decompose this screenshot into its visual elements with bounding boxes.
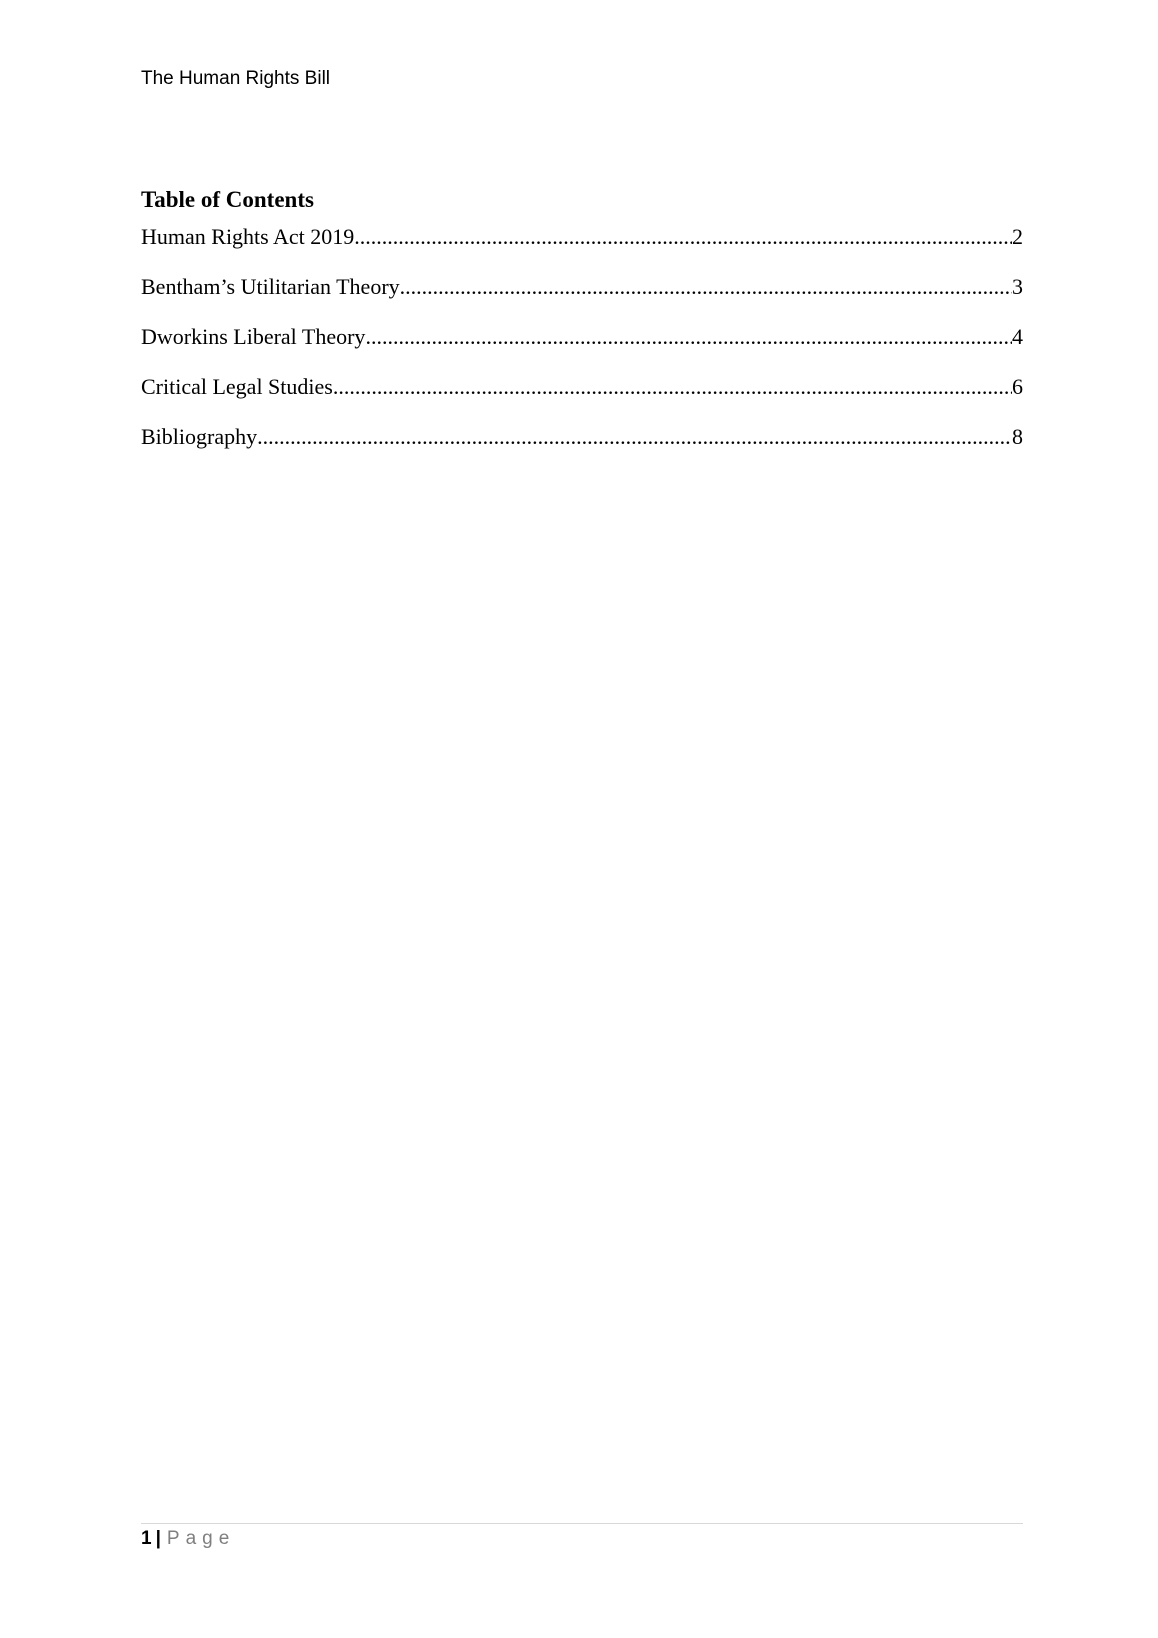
toc-dot-leader [365,323,1012,351]
toc-entry-page: 4 [1012,324,1023,349]
toc-entry-label: Dworkins Liberal Theory [141,324,366,349]
toc-entry-label: Bentham’s Utilitarian Theory [141,274,400,299]
toc-entry-page: 3 [1012,274,1023,299]
page-footer [141,1528,235,1550]
toc-heading: Table of Contents [141,187,314,212]
toc-entry-label: Bibliography [141,424,258,449]
toc-dot-leader [333,373,1012,401]
toc-dot-leader [400,273,1012,301]
footer-divider [141,1523,1023,1524]
toc-entry[interactable] [141,323,1023,373]
footer-page-number: 1 [141,1528,152,1549]
table-of-contents [141,186,1023,473]
footer-page-word: Page [166,1528,236,1549]
toc-entry-label: Human Rights Act 2019 [141,224,355,249]
toc-entry-page: 6 [1012,374,1023,399]
toc-entry[interactable] [141,373,1023,423]
toc-entry-page: 2 [1012,224,1023,249]
toc-entry[interactable] [141,273,1023,323]
toc-dot-leader [257,423,1012,451]
footer-separator: | [155,1528,161,1549]
toc-entry-page: 8 [1012,424,1023,449]
page-header-title: The Human Rights Bill [141,68,331,89]
toc-dot-leader [354,223,1012,251]
toc-entry-label: Critical Legal Studies [141,374,333,399]
toc-entry[interactable] [141,423,1023,473]
toc-entry[interactable] [141,223,1023,273]
